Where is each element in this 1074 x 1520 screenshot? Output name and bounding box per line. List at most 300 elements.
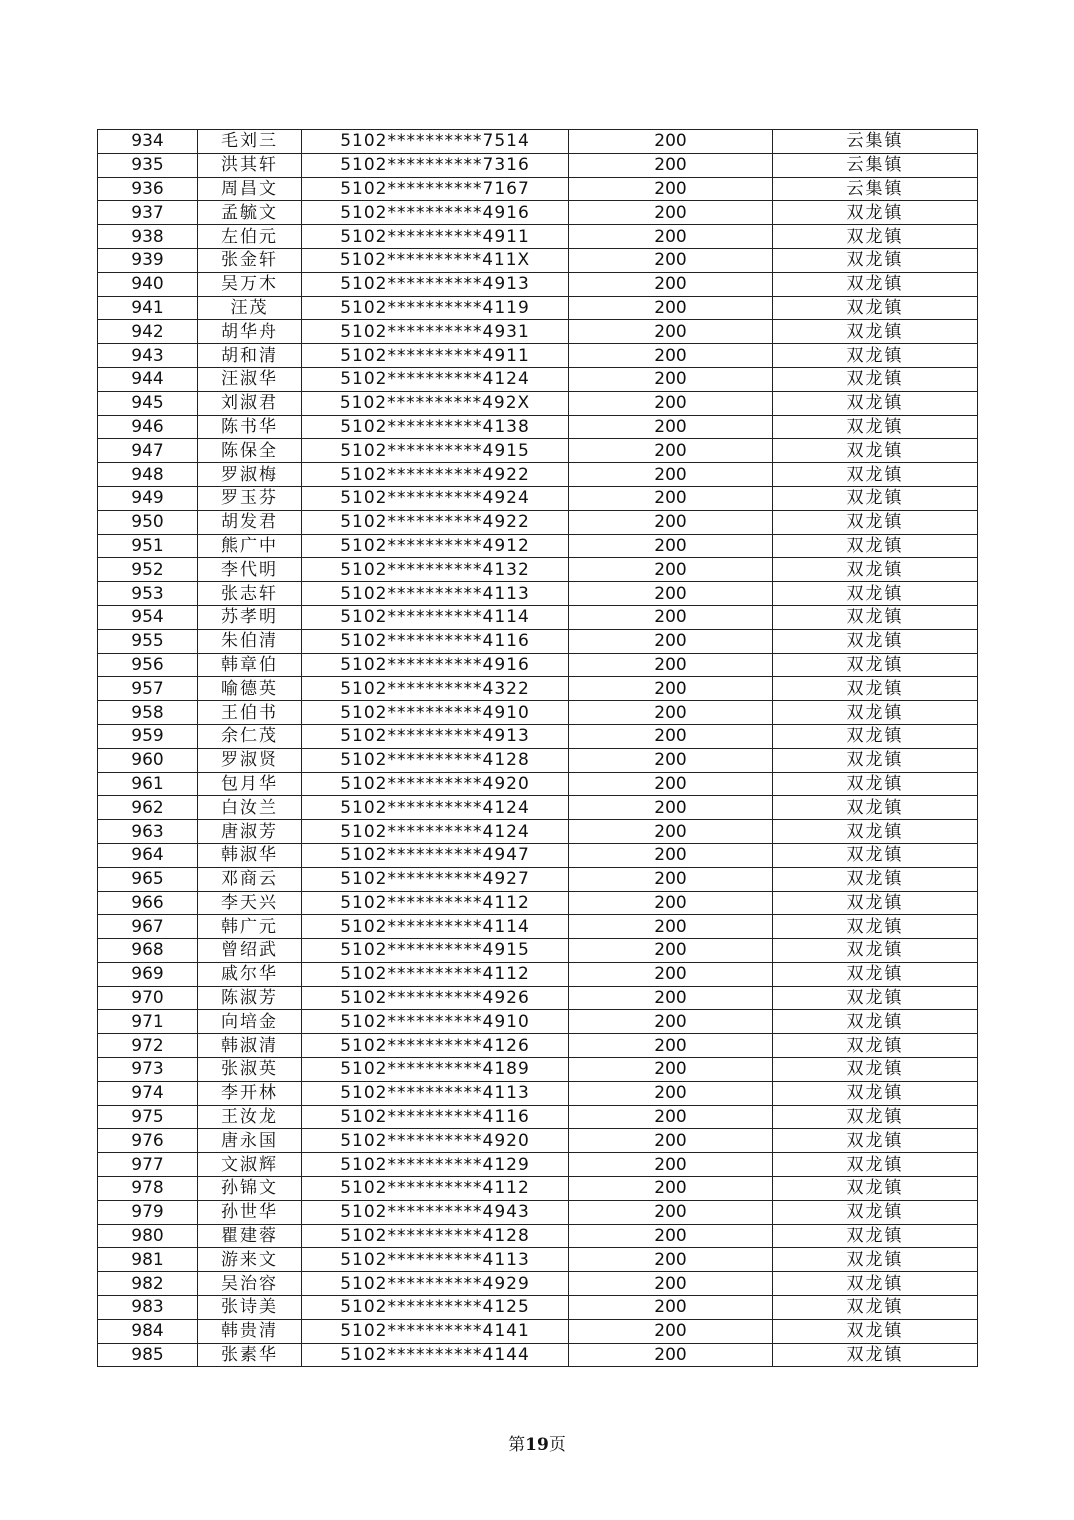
cell-name: 游来文 xyxy=(198,1248,302,1272)
cell-serial-number: 976 xyxy=(98,1129,198,1153)
cell-town: 双龙镇 xyxy=(773,986,978,1010)
cell-amount: 200 xyxy=(569,891,773,915)
table-row xyxy=(98,843,978,867)
cell-id-number: 5102**********4112 xyxy=(302,962,569,986)
cell-town: 双龙镇 xyxy=(773,677,978,701)
table-row xyxy=(98,1319,978,1343)
cell-amount: 200 xyxy=(569,248,773,272)
table-row xyxy=(98,1153,978,1177)
table-row xyxy=(98,701,978,725)
cell-town: 双龙镇 xyxy=(773,582,978,606)
table-row xyxy=(98,1248,978,1272)
cell-town: 双龙镇 xyxy=(773,1272,978,1296)
cell-town: 双龙镇 xyxy=(773,939,978,963)
cell-id-number: 5102**********7316 xyxy=(302,153,569,177)
cell-serial-number: 952 xyxy=(98,558,198,582)
cell-amount: 200 xyxy=(569,558,773,582)
cell-name: 邓商云 xyxy=(198,867,302,891)
cell-town: 双龙镇 xyxy=(773,344,978,368)
cell-id-number: 5102**********411X xyxy=(302,248,569,272)
table-row xyxy=(98,748,978,772)
cell-name: 汪淑华 xyxy=(198,367,302,391)
cell-town: 双龙镇 xyxy=(773,1248,978,1272)
cell-name: 吴万木 xyxy=(198,272,302,296)
cell-amount: 200 xyxy=(569,1034,773,1058)
table-row xyxy=(98,1200,978,1224)
cell-amount: 200 xyxy=(569,1224,773,1248)
cell-amount: 200 xyxy=(569,463,773,487)
cell-serial-number: 966 xyxy=(98,891,198,915)
cell-town: 双龙镇 xyxy=(773,367,978,391)
cell-serial-number: 938 xyxy=(98,225,198,249)
cell-name: 洪其轩 xyxy=(198,153,302,177)
cell-name: 汪茂 xyxy=(198,296,302,320)
cell-name: 白汝兰 xyxy=(198,796,302,820)
cell-serial-number: 964 xyxy=(98,843,198,867)
cell-name: 李天兴 xyxy=(198,891,302,915)
cell-amount: 200 xyxy=(569,915,773,939)
cell-id-number: 5102**********4114 xyxy=(302,605,569,629)
cell-serial-number: 953 xyxy=(98,582,198,606)
cell-serial-number: 969 xyxy=(98,962,198,986)
cell-name: 孙锦文 xyxy=(198,1177,302,1201)
table-row xyxy=(98,225,978,249)
cell-town: 双龙镇 xyxy=(773,962,978,986)
table-row xyxy=(98,772,978,796)
cell-serial-number: 980 xyxy=(98,1224,198,1248)
table-row xyxy=(98,1058,978,1082)
cell-amount: 200 xyxy=(569,534,773,558)
cell-serial-number: 949 xyxy=(98,486,198,510)
cell-name: 文淑辉 xyxy=(198,1153,302,1177)
cell-id-number: 5102**********4929 xyxy=(302,1272,569,1296)
cell-serial-number: 961 xyxy=(98,772,198,796)
cell-amount: 200 xyxy=(569,320,773,344)
cell-id-number: 5102**********4915 xyxy=(302,939,569,963)
cell-name: 刘淑君 xyxy=(198,391,302,415)
cell-name: 张金轩 xyxy=(198,248,302,272)
cell-town: 双龙镇 xyxy=(773,1343,978,1367)
table-row xyxy=(98,1034,978,1058)
cell-town: 双龙镇 xyxy=(773,534,978,558)
cell-name: 王汝龙 xyxy=(198,1105,302,1129)
table-row xyxy=(98,558,978,582)
cell-serial-number: 939 xyxy=(98,248,198,272)
cell-amount: 200 xyxy=(569,629,773,653)
cell-name: 罗淑贤 xyxy=(198,748,302,772)
cell-serial-number: 945 xyxy=(98,391,198,415)
cell-amount: 200 xyxy=(569,272,773,296)
table-row xyxy=(98,605,978,629)
cell-name: 胡和清 xyxy=(198,344,302,368)
cell-amount: 200 xyxy=(569,1296,773,1320)
table-row xyxy=(98,629,978,653)
cell-amount: 200 xyxy=(569,1200,773,1224)
cell-amount: 200 xyxy=(569,962,773,986)
table-row xyxy=(98,891,978,915)
cell-name: 陈保全 xyxy=(198,439,302,463)
cell-town: 云集镇 xyxy=(773,153,978,177)
cell-town: 双龙镇 xyxy=(773,558,978,582)
cell-id-number: 5102**********4943 xyxy=(302,1200,569,1224)
cell-name: 罗淑梅 xyxy=(198,463,302,487)
cell-amount: 200 xyxy=(569,748,773,772)
cell-serial-number: 954 xyxy=(98,605,198,629)
cell-town: 双龙镇 xyxy=(773,1200,978,1224)
table-row xyxy=(98,344,978,368)
cell-town: 双龙镇 xyxy=(773,272,978,296)
cell-town: 双龙镇 xyxy=(773,1010,978,1034)
table-row xyxy=(98,724,978,748)
cell-amount: 200 xyxy=(569,367,773,391)
cell-town: 双龙镇 xyxy=(773,1058,978,1082)
cell-id-number: 5102**********4112 xyxy=(302,891,569,915)
cell-serial-number: 981 xyxy=(98,1248,198,1272)
cell-serial-number: 979 xyxy=(98,1200,198,1224)
table-row xyxy=(98,463,978,487)
cell-town: 双龙镇 xyxy=(773,1081,978,1105)
cell-id-number: 5102**********4916 xyxy=(302,201,569,225)
cell-serial-number: 946 xyxy=(98,415,198,439)
cell-id-number: 5102**********4913 xyxy=(302,272,569,296)
cell-town: 双龙镇 xyxy=(773,1129,978,1153)
cell-town: 双龙镇 xyxy=(773,891,978,915)
cell-town: 双龙镇 xyxy=(773,843,978,867)
cell-town: 双龙镇 xyxy=(773,391,978,415)
cell-amount: 200 xyxy=(569,130,773,154)
cell-amount: 200 xyxy=(569,415,773,439)
roster-table-body xyxy=(98,130,978,1367)
cell-serial-number: 975 xyxy=(98,1105,198,1129)
table-row xyxy=(98,653,978,677)
cell-serial-number: 937 xyxy=(98,201,198,225)
cell-name: 喻德英 xyxy=(198,677,302,701)
table-row xyxy=(98,272,978,296)
cell-serial-number: 942 xyxy=(98,320,198,344)
cell-amount: 200 xyxy=(569,510,773,534)
cell-amount: 200 xyxy=(569,1129,773,1153)
cell-id-number: 5102**********7167 xyxy=(302,177,569,201)
cell-id-number: 5102**********4119 xyxy=(302,296,569,320)
cell-town: 双龙镇 xyxy=(773,1319,978,1343)
table-row xyxy=(98,201,978,225)
cell-serial-number: 985 xyxy=(98,1343,198,1367)
cell-serial-number: 941 xyxy=(98,296,198,320)
cell-serial-number: 943 xyxy=(98,344,198,368)
table-row xyxy=(98,582,978,606)
cell-town: 双龙镇 xyxy=(773,463,978,487)
cell-id-number: 5102**********4113 xyxy=(302,1081,569,1105)
cell-town: 双龙镇 xyxy=(773,772,978,796)
cell-id-number: 5102**********4947 xyxy=(302,843,569,867)
table-row xyxy=(98,1296,978,1320)
cell-amount: 200 xyxy=(569,153,773,177)
cell-serial-number: 971 xyxy=(98,1010,198,1034)
cell-name: 孙世华 xyxy=(198,1200,302,1224)
cell-serial-number: 984 xyxy=(98,1319,198,1343)
cell-amount: 200 xyxy=(569,486,773,510)
cell-serial-number: 934 xyxy=(98,130,198,154)
cell-id-number: 5102**********4924 xyxy=(302,486,569,510)
footer-suffix: 页 xyxy=(548,1435,566,1455)
cell-id-number: 5102**********4128 xyxy=(302,748,569,772)
cell-town: 双龙镇 xyxy=(773,296,978,320)
cell-serial-number: 950 xyxy=(98,510,198,534)
cell-serial-number: 973 xyxy=(98,1058,198,1082)
cell-serial-number: 967 xyxy=(98,915,198,939)
cell-town: 云集镇 xyxy=(773,130,978,154)
cell-name: 张素华 xyxy=(198,1343,302,1367)
cell-id-number: 5102**********4113 xyxy=(302,1248,569,1272)
cell-amount: 200 xyxy=(569,677,773,701)
cell-amount: 200 xyxy=(569,1010,773,1034)
cell-id-number: 5102**********4920 xyxy=(302,1129,569,1153)
cell-serial-number: 982 xyxy=(98,1272,198,1296)
cell-id-number: 5102**********4141 xyxy=(302,1319,569,1343)
cell-id-number: 5102**********4910 xyxy=(302,1010,569,1034)
cell-serial-number: 968 xyxy=(98,939,198,963)
cell-amount: 200 xyxy=(569,1319,773,1343)
cell-name: 韩淑华 xyxy=(198,843,302,867)
cell-id-number: 5102**********7514 xyxy=(302,130,569,154)
cell-serial-number: 978 xyxy=(98,1177,198,1201)
cell-town: 双龙镇 xyxy=(773,248,978,272)
cell-id-number: 5102**********4124 xyxy=(302,796,569,820)
cell-name: 胡华舟 xyxy=(198,320,302,344)
cell-id-number: 5102**********4189 xyxy=(302,1058,569,1082)
cell-serial-number: 956 xyxy=(98,653,198,677)
cell-amount: 200 xyxy=(569,653,773,677)
cell-name: 张淑英 xyxy=(198,1058,302,1082)
table-row xyxy=(98,486,978,510)
cell-serial-number: 958 xyxy=(98,701,198,725)
table-row xyxy=(98,296,978,320)
cell-serial-number: 972 xyxy=(98,1034,198,1058)
cell-amount: 200 xyxy=(569,225,773,249)
cell-name: 罗玉芬 xyxy=(198,486,302,510)
cell-name: 朱伯清 xyxy=(198,629,302,653)
table-row xyxy=(98,510,978,534)
cell-id-number: 5102**********4913 xyxy=(302,724,569,748)
cell-serial-number: 977 xyxy=(98,1153,198,1177)
cell-name: 李开林 xyxy=(198,1081,302,1105)
cell-town: 双龙镇 xyxy=(773,915,978,939)
cell-name: 吴治容 xyxy=(198,1272,302,1296)
cell-serial-number: 974 xyxy=(98,1081,198,1105)
table-row xyxy=(98,1081,978,1105)
cell-amount: 200 xyxy=(569,582,773,606)
cell-id-number: 5102**********4922 xyxy=(302,510,569,534)
cell-name: 熊广中 xyxy=(198,534,302,558)
page-number: 19 xyxy=(525,1435,549,1455)
cell-id-number: 5102**********4922 xyxy=(302,463,569,487)
cell-serial-number: 948 xyxy=(98,463,198,487)
cell-name: 周昌文 xyxy=(198,177,302,201)
cell-town: 双龙镇 xyxy=(773,201,978,225)
cell-name: 韩淑清 xyxy=(198,1034,302,1058)
cell-name: 陈书华 xyxy=(198,415,302,439)
cell-serial-number: 963 xyxy=(98,820,198,844)
cell-amount: 200 xyxy=(569,796,773,820)
cell-serial-number: 944 xyxy=(98,367,198,391)
cell-id-number: 5102**********4116 xyxy=(302,629,569,653)
cell-name: 向培金 xyxy=(198,1010,302,1034)
cell-id-number: 5102**********4916 xyxy=(302,653,569,677)
cell-town: 双龙镇 xyxy=(773,796,978,820)
table-row xyxy=(98,1272,978,1296)
cell-amount: 200 xyxy=(569,201,773,225)
cell-amount: 200 xyxy=(569,605,773,629)
cell-id-number: 5102**********4911 xyxy=(302,344,569,368)
cell-id-number: 5102**********4927 xyxy=(302,867,569,891)
cell-serial-number: 955 xyxy=(98,629,198,653)
cell-amount: 200 xyxy=(569,1343,773,1367)
cell-amount: 200 xyxy=(569,1272,773,1296)
cell-amount: 200 xyxy=(569,724,773,748)
cell-town: 双龙镇 xyxy=(773,1153,978,1177)
cell-serial-number: 970 xyxy=(98,986,198,1010)
table-row xyxy=(98,367,978,391)
table-row xyxy=(98,177,978,201)
table-row xyxy=(98,986,978,1010)
cell-town: 双龙镇 xyxy=(773,820,978,844)
cell-amount: 200 xyxy=(569,939,773,963)
cell-town: 双龙镇 xyxy=(773,724,978,748)
table-row xyxy=(98,1105,978,1129)
cell-town: 双龙镇 xyxy=(773,653,978,677)
cell-name: 瞿建蓉 xyxy=(198,1224,302,1248)
cell-id-number: 5102**********492X xyxy=(302,391,569,415)
cell-amount: 200 xyxy=(569,986,773,1010)
cell-amount: 200 xyxy=(569,772,773,796)
cell-id-number: 5102**********4124 xyxy=(302,367,569,391)
table-row xyxy=(98,415,978,439)
cell-name: 陈淑芳 xyxy=(198,986,302,1010)
table-row xyxy=(98,820,978,844)
cell-name: 戚尔华 xyxy=(198,962,302,986)
cell-id-number: 5102**********4144 xyxy=(302,1343,569,1367)
cell-town: 双龙镇 xyxy=(773,701,978,725)
cell-town: 双龙镇 xyxy=(773,415,978,439)
cell-name: 曾绍武 xyxy=(198,939,302,963)
cell-amount: 200 xyxy=(569,820,773,844)
cell-id-number: 5102**********4931 xyxy=(302,320,569,344)
table-row xyxy=(98,1343,978,1367)
table-row xyxy=(98,939,978,963)
footer-prefix: 第 xyxy=(508,1435,526,1455)
cell-serial-number: 960 xyxy=(98,748,198,772)
cell-serial-number: 951 xyxy=(98,534,198,558)
cell-serial-number: 936 xyxy=(98,177,198,201)
cell-serial-number: 959 xyxy=(98,724,198,748)
cell-amount: 200 xyxy=(569,296,773,320)
cell-town: 双龙镇 xyxy=(773,486,978,510)
cell-id-number: 5102**********4911 xyxy=(302,225,569,249)
cell-serial-number: 965 xyxy=(98,867,198,891)
cell-id-number: 5102**********4113 xyxy=(302,582,569,606)
cell-id-number: 5102**********4125 xyxy=(302,1296,569,1320)
cell-town: 双龙镇 xyxy=(773,605,978,629)
cell-id-number: 5102**********4128 xyxy=(302,1224,569,1248)
cell-serial-number: 957 xyxy=(98,677,198,701)
table-row xyxy=(98,248,978,272)
cell-id-number: 5102**********4912 xyxy=(302,534,569,558)
cell-id-number: 5102**********4322 xyxy=(302,677,569,701)
cell-name: 余仁茂 xyxy=(198,724,302,748)
page-footer xyxy=(0,1430,1074,1455)
cell-town: 双龙镇 xyxy=(773,1177,978,1201)
table-row xyxy=(98,962,978,986)
cell-name: 张诗美 xyxy=(198,1296,302,1320)
cell-town: 双龙镇 xyxy=(773,1034,978,1058)
cell-id-number: 5102**********4132 xyxy=(302,558,569,582)
cell-amount: 200 xyxy=(569,1081,773,1105)
cell-serial-number: 947 xyxy=(98,439,198,463)
table-row xyxy=(98,153,978,177)
cell-town: 双龙镇 xyxy=(773,225,978,249)
table-row xyxy=(98,534,978,558)
cell-town: 双龙镇 xyxy=(773,439,978,463)
cell-name: 唐永国 xyxy=(198,1129,302,1153)
cell-amount: 200 xyxy=(569,1153,773,1177)
table-row xyxy=(98,867,978,891)
cell-town: 双龙镇 xyxy=(773,510,978,534)
cell-serial-number: 940 xyxy=(98,272,198,296)
cell-name: 李代明 xyxy=(198,558,302,582)
cell-amount: 200 xyxy=(569,843,773,867)
cell-amount: 200 xyxy=(569,1105,773,1129)
cell-amount: 200 xyxy=(569,701,773,725)
cell-name: 孟毓文 xyxy=(198,201,302,225)
table-row xyxy=(98,1010,978,1034)
cell-id-number: 5102**********4114 xyxy=(302,915,569,939)
cell-serial-number: 983 xyxy=(98,1296,198,1320)
cell-town: 双龙镇 xyxy=(773,867,978,891)
cell-name: 包月华 xyxy=(198,772,302,796)
cell-serial-number: 935 xyxy=(98,153,198,177)
cell-id-number: 5102**********4926 xyxy=(302,986,569,1010)
cell-name: 苏孝明 xyxy=(198,605,302,629)
cell-name: 韩章伯 xyxy=(198,653,302,677)
cell-id-number: 5102**********4910 xyxy=(302,701,569,725)
cell-amount: 200 xyxy=(569,439,773,463)
cell-town: 双龙镇 xyxy=(773,629,978,653)
table-row xyxy=(98,677,978,701)
cell-amount: 200 xyxy=(569,1248,773,1272)
cell-id-number: 5102**********4112 xyxy=(302,1177,569,1201)
cell-amount: 200 xyxy=(569,344,773,368)
roster-table xyxy=(97,129,978,1367)
table-row xyxy=(98,439,978,463)
cell-id-number: 5102**********4920 xyxy=(302,772,569,796)
table-row xyxy=(98,391,978,415)
cell-id-number: 5102**********4915 xyxy=(302,439,569,463)
table-row xyxy=(98,1177,978,1201)
cell-name: 张志轩 xyxy=(198,582,302,606)
cell-serial-number: 962 xyxy=(98,796,198,820)
table-row xyxy=(98,1129,978,1153)
cell-id-number: 5102**********4129 xyxy=(302,1153,569,1177)
table-row xyxy=(98,796,978,820)
table-row xyxy=(98,130,978,154)
cell-town: 双龙镇 xyxy=(773,1105,978,1129)
cell-id-number: 5102**********4116 xyxy=(302,1105,569,1129)
cell-name: 毛刘三 xyxy=(198,130,302,154)
cell-town: 云集镇 xyxy=(773,177,978,201)
table-row xyxy=(98,915,978,939)
cell-town: 双龙镇 xyxy=(773,1296,978,1320)
cell-name: 唐淑芳 xyxy=(198,820,302,844)
